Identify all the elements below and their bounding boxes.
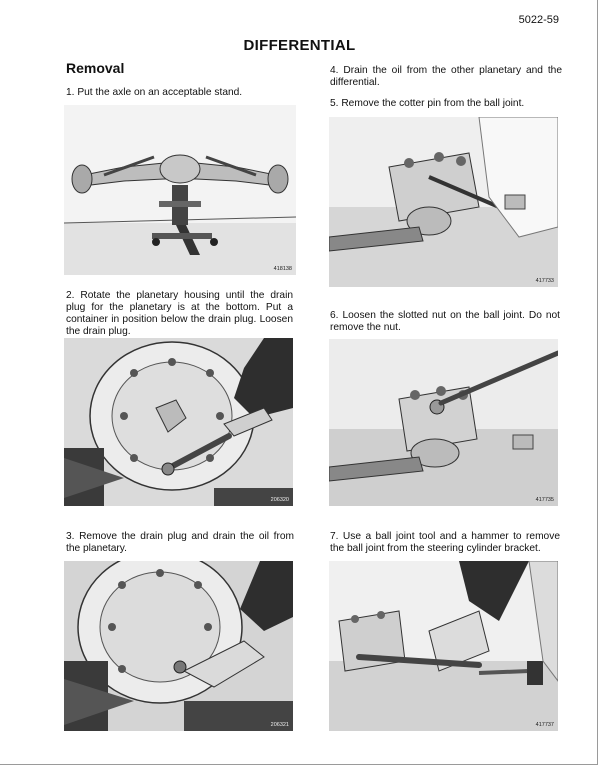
ball-joint-cotter-pin-illustration xyxy=(329,117,558,287)
axle-on-stand-illustration xyxy=(64,105,296,275)
step-2 xyxy=(66,290,293,338)
step-2-text: 2. Rotate the planetary housing until the drain plug for the planetary is at the bottom. Put a container in position below the drain plug. Loosen the drain plug. xyxy=(66,290,293,337)
step-4 xyxy=(330,65,562,89)
step-1 xyxy=(66,87,296,99)
photo-id-label: 417735 xyxy=(535,497,554,503)
photo-axle-on-stand xyxy=(64,105,296,275)
page-number: 5022-59 xyxy=(518,14,559,26)
step-3-text: 3. Remove the drain plug and drain the oil from the planetary. xyxy=(66,531,294,554)
step-5 xyxy=(330,98,562,110)
planetary-housing-illustration xyxy=(64,338,293,506)
photo-id-label: 206320 xyxy=(270,497,289,503)
step-6-text: 6. Loosen the slotted nut on the ball joint. Do not remove the nut. xyxy=(330,310,560,333)
ball-joint-tool-hammer-illustration xyxy=(329,561,558,731)
step-5-text: 5. Remove the cotter pin from the ball joint. xyxy=(330,98,525,109)
photo-loosen-drain-plug xyxy=(64,338,293,506)
photo-remove-ball-joint xyxy=(329,561,558,731)
photo-remove-cotter-pin xyxy=(329,117,558,287)
section-heading: Removal xyxy=(66,60,125,76)
step-4-text: 4. Drain the oil from the other planetary and the differential. xyxy=(330,65,562,88)
ball-joint-nut-illustration xyxy=(329,339,558,506)
photo-id-label: 206321 xyxy=(270,722,289,728)
step-1-text: 1. Put the axle on an acceptable stand. xyxy=(66,87,243,98)
step-7-text: 7. Use a ball joint tool and a hammer to remove the ball joint from the steering cylinder bracket. xyxy=(330,531,560,554)
draining-planetary-illustration xyxy=(64,561,293,731)
photo-loosen-slotted-nut xyxy=(329,339,558,506)
photo-id-label: 417733 xyxy=(535,278,554,284)
step-7 xyxy=(330,531,560,555)
step-6 xyxy=(330,310,560,334)
step-3 xyxy=(66,531,294,555)
page-title: DIFFERENTIAL xyxy=(243,37,356,54)
photo-id-label: 418138 xyxy=(273,266,292,272)
photo-id-label: 417737 xyxy=(535,722,554,728)
photo-drain-oil xyxy=(64,561,293,731)
